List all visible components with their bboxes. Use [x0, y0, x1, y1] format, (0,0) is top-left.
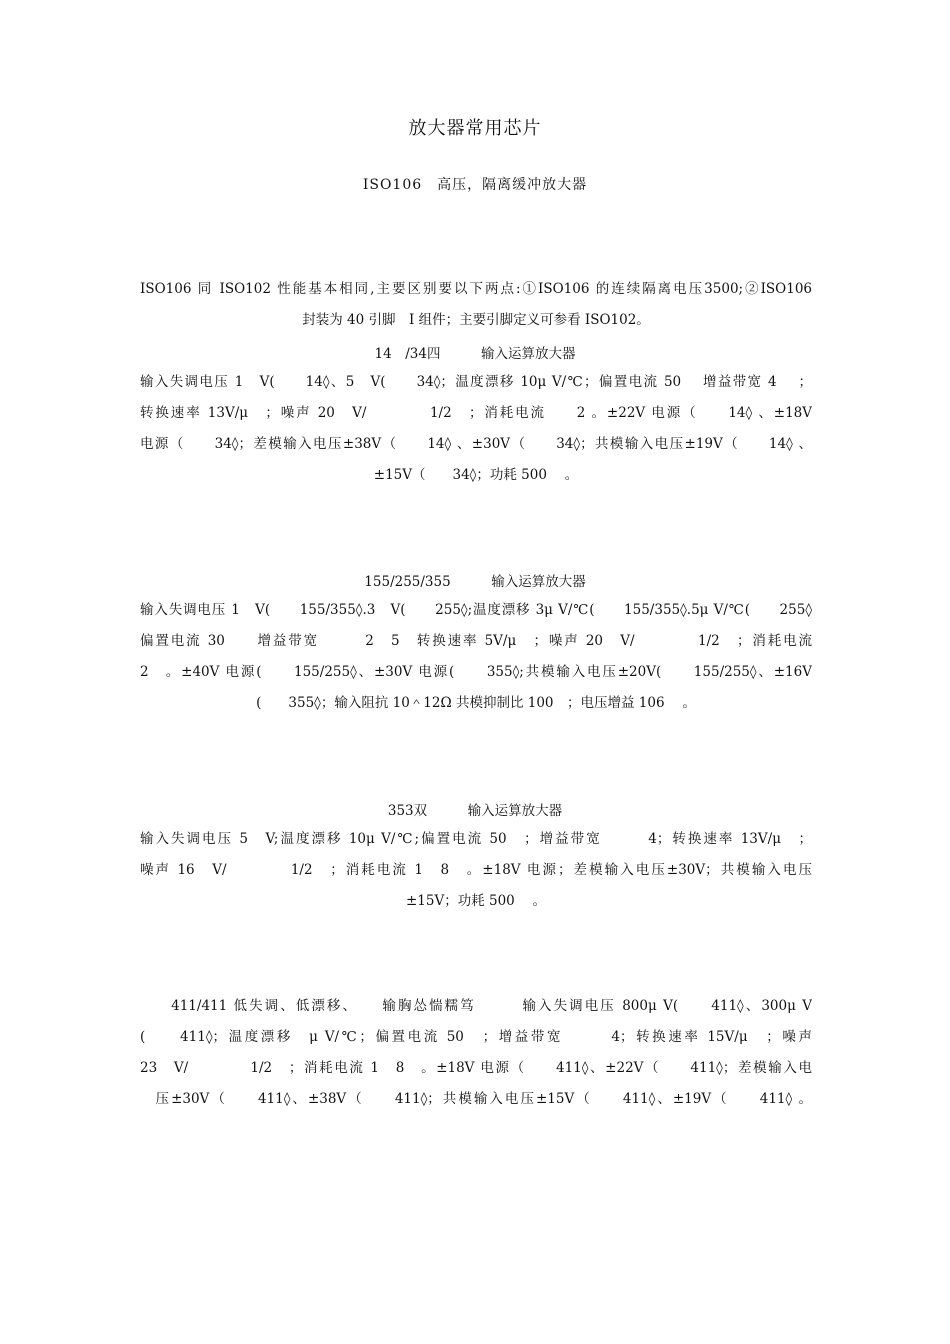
section-155-255-355-paragraph [140, 595, 812, 719]
text-line: 噪声 16 V/ 1/2 ；消耗电流 1 8 。±18V 电源；差模输入电压±30V；共模输入电压 [140, 862, 812, 878]
text-line: 封装为 40 引脚 I 组件；主要引脚定义可参看 ISO102。 [302, 312, 650, 328]
text-line: ±15V（ 34◊；功耗 500 。 [373, 467, 579, 483]
text-line: ( 411◊；温度漂移 μ V/℃；偏置电流 50 ；增益带宽 4；转换速率 15V/μ ；噪声 [140, 1029, 812, 1045]
section-14-34-paragraph [140, 367, 812, 491]
section-heading-155-255-355: 155/255/355 输入运算放大器 [364, 574, 586, 590]
text-line: 输入失调电压 1 V( 155/355◊.3 V( 255◊;温度漂移 3μ V/℃( 155/355◊.5μ V/℃( 255◊ [140, 602, 812, 618]
text-line: 411/411 低失调、低漂移、 输胸怂惴糯笃 输入失调电压 800μ V( 411◊、300μ V [140, 998, 812, 1014]
iso106-paragraph [140, 274, 812, 336]
document-title: 放大器常用芯片 [408, 118, 542, 139]
text-line: 2 。±40V 电源( 155/255◊、±30V 电源( 355◊;共模输入电压±20V( 155/255◊、±16V [140, 664, 812, 680]
text-line: ( 355◊；输入阻抗 10＾12Ω 共模抑制比 100 ；电压增益 106 。 [256, 695, 696, 711]
section-heading-14-34: 14 /34四 输入运算放大器 [374, 346, 576, 362]
section-heading-353: 353双 输入运算放大器 [387, 803, 563, 819]
document-subtitle: ISO106 高压，隔离缓冲放大器 [362, 177, 588, 193]
text-line: ±15V；功耗 500 。 [405, 893, 547, 909]
text-line: 偏置电流 30 增益带宽 2 5 转换速率 5V/μ ；噪声 20 V/ 1/2 ；消耗电流 [140, 633, 812, 649]
text-line: ISO106 同 ISO102 性能基本相同,主要区别要以下两点:①ISO106 的连续隔离电压3500;②ISO106 [140, 281, 812, 297]
text-line: 压±30V（ 411◊、±38V（ 411◊；共模输入电压±15V（ 411◊、±19V（ 411◊ 。 [140, 1091, 812, 1107]
section-411-paragraph [140, 991, 812, 1115]
text-line: 23 V/ 1/2 ；消耗电流 1 8 。±18V 电源（ 411◊、±22V（ 411◊；差模输入电 [140, 1060, 812, 1076]
text-line: 输入失调电压 1 V( 14◊、5 V( 34◊；温度漂移 10μ V/℃；偏置电流 50 增益带宽 4 ； [140, 374, 812, 390]
section-353-paragraph [140, 824, 812, 917]
text-line: 输入失调电压 5 V;温度漂移 10μ V/℃;偏置电流 50 ；增益带宽 4；转换速率 13V/μ ； [140, 831, 812, 847]
text-line: 转换速率 13V/μ ；噪声 20 V/ 1/2 ；消耗电流 2 。±22V 电源（ 14◊ 、±18V [140, 405, 812, 421]
text-line: 电源（ 34◊；差模输入电压±38V（ 14◊ 、±30V（ 34◊；共模输入电压±19V（ 14◊ 、 [140, 436, 812, 452]
